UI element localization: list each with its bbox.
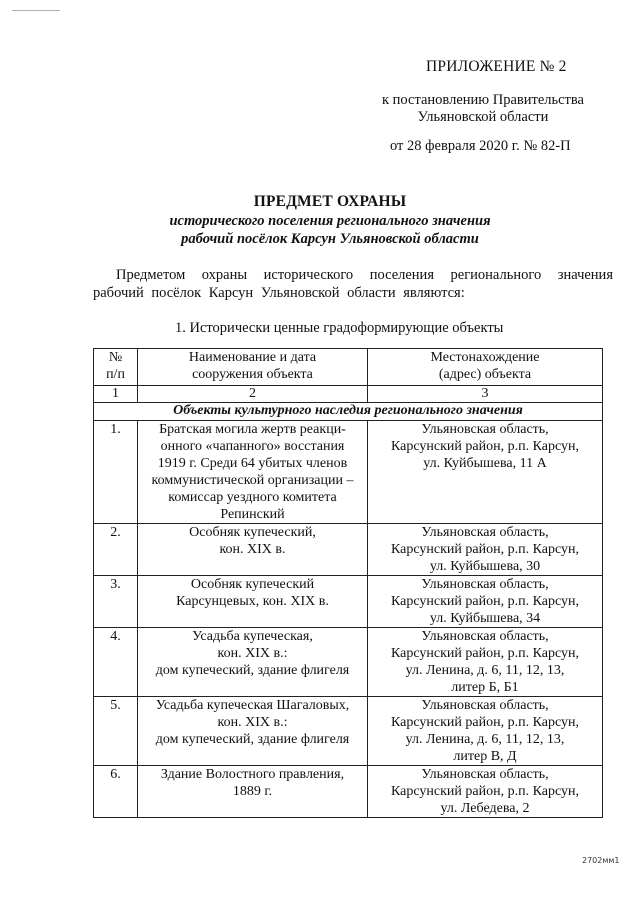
object-name: Усадьба купеческая Шагаловых, кон. XIX в.: дом купеческий, здание флигеля (138, 697, 368, 766)
index-cell: 1 (94, 386, 138, 403)
title-main: ПРЕДМЕТ ОХРАНЫ (253, 193, 407, 210)
header-name: Наименование и дата сооружения объекта (138, 349, 368, 386)
header-number: № п/п (94, 349, 138, 386)
decree-line-1: к постановлению Правительства (382, 92, 584, 108)
table-row (94, 697, 603, 766)
appendix-label: ПРИЛОЖЕНИЕ № 2 (426, 58, 567, 75)
object-address: Ульяновская область, Карсунский район, р.п. Карсун, ул. Ленина, д. 6, 11, 12, 13, литер Б, Б1 (368, 628, 603, 697)
title-subtitle-1: исторического поселения регионального значения (169, 212, 491, 229)
row-number: 3. (94, 576, 138, 628)
object-address: Ульяновская область, Карсунский район, р.п. Карсун, ул. Ленина, д. 6, 11, 12, 13, литер В, Д (368, 697, 603, 766)
intro-paragraph: Предметом охраны исторического поселения регионального значения рабочий посёлок Карсун Ульяновской области являются: (93, 267, 613, 301)
row-number: 5. (94, 697, 138, 766)
footer-code: 2702мм1 (582, 856, 620, 865)
table-row (94, 628, 603, 697)
object-address: Ульяновская область, Карсунский район, р.п. Карсун, ул. Куйбышева, 34 (368, 576, 603, 628)
row-number: 4. (94, 628, 138, 697)
object-address: Ульяновская область, Карсунский район, р.п. Карсун, ул. Куйбышева, 30 (368, 524, 603, 576)
decree-date: от 28 февраля 2020 г. № 82-П (390, 138, 571, 154)
object-name: Здание Волостного правления, 1889 г. (138, 766, 368, 818)
table-row (94, 421, 603, 524)
objects-table (93, 348, 603, 818)
object-name: Братская могила жертв реакци- онного «чапанного» восстания 1919 г. Среди 64 убитых членов коммунистической организации – комиссар уездного комитета Репинский (138, 421, 368, 524)
table-header-row (94, 349, 603, 386)
table-group-row (94, 403, 603, 421)
table-row (94, 576, 603, 628)
object-address: Ульяновская область, Карсунский район, р.п. Карсун, ул. Куйбышева, 11 А (368, 421, 603, 524)
index-cell: 3 (368, 386, 603, 403)
index-cell: 2 (138, 386, 368, 403)
table-row (94, 766, 603, 818)
title-subtitle-2: рабочий посёлок Карсун Ульяновской области (181, 231, 479, 247)
table-index-row (94, 386, 603, 403)
table-row (94, 524, 603, 576)
document-title (60, 193, 600, 249)
object-name: Особняк купеческий, кон. XIX в. (138, 524, 368, 576)
objects-table-body (94, 349, 603, 818)
section-title: 1. Исторически ценные градоформирующие объекты (175, 320, 504, 336)
decree-reference (368, 92, 598, 126)
row-number: 6. (94, 766, 138, 818)
object-address: Ульяновская область, Карсунский район, р.п. Карсун, ул. Лебедева, 2 (368, 766, 603, 818)
object-name: Особняк купеческий Карсунцевых, кон. XIX в. (138, 576, 368, 628)
group-title: Объекты культурного наследия регионального значения (94, 403, 603, 421)
object-name: Усадьба купеческая, кон. XIX в.: дом купеческий, здание флигеля (138, 628, 368, 697)
row-number: 1. (94, 421, 138, 524)
decree-line-2: Ульяновской области (417, 109, 549, 125)
header-address: Местонахождение (адрес) объекта (368, 349, 603, 386)
scan-mark (12, 10, 60, 11)
row-number: 2. (94, 524, 138, 576)
